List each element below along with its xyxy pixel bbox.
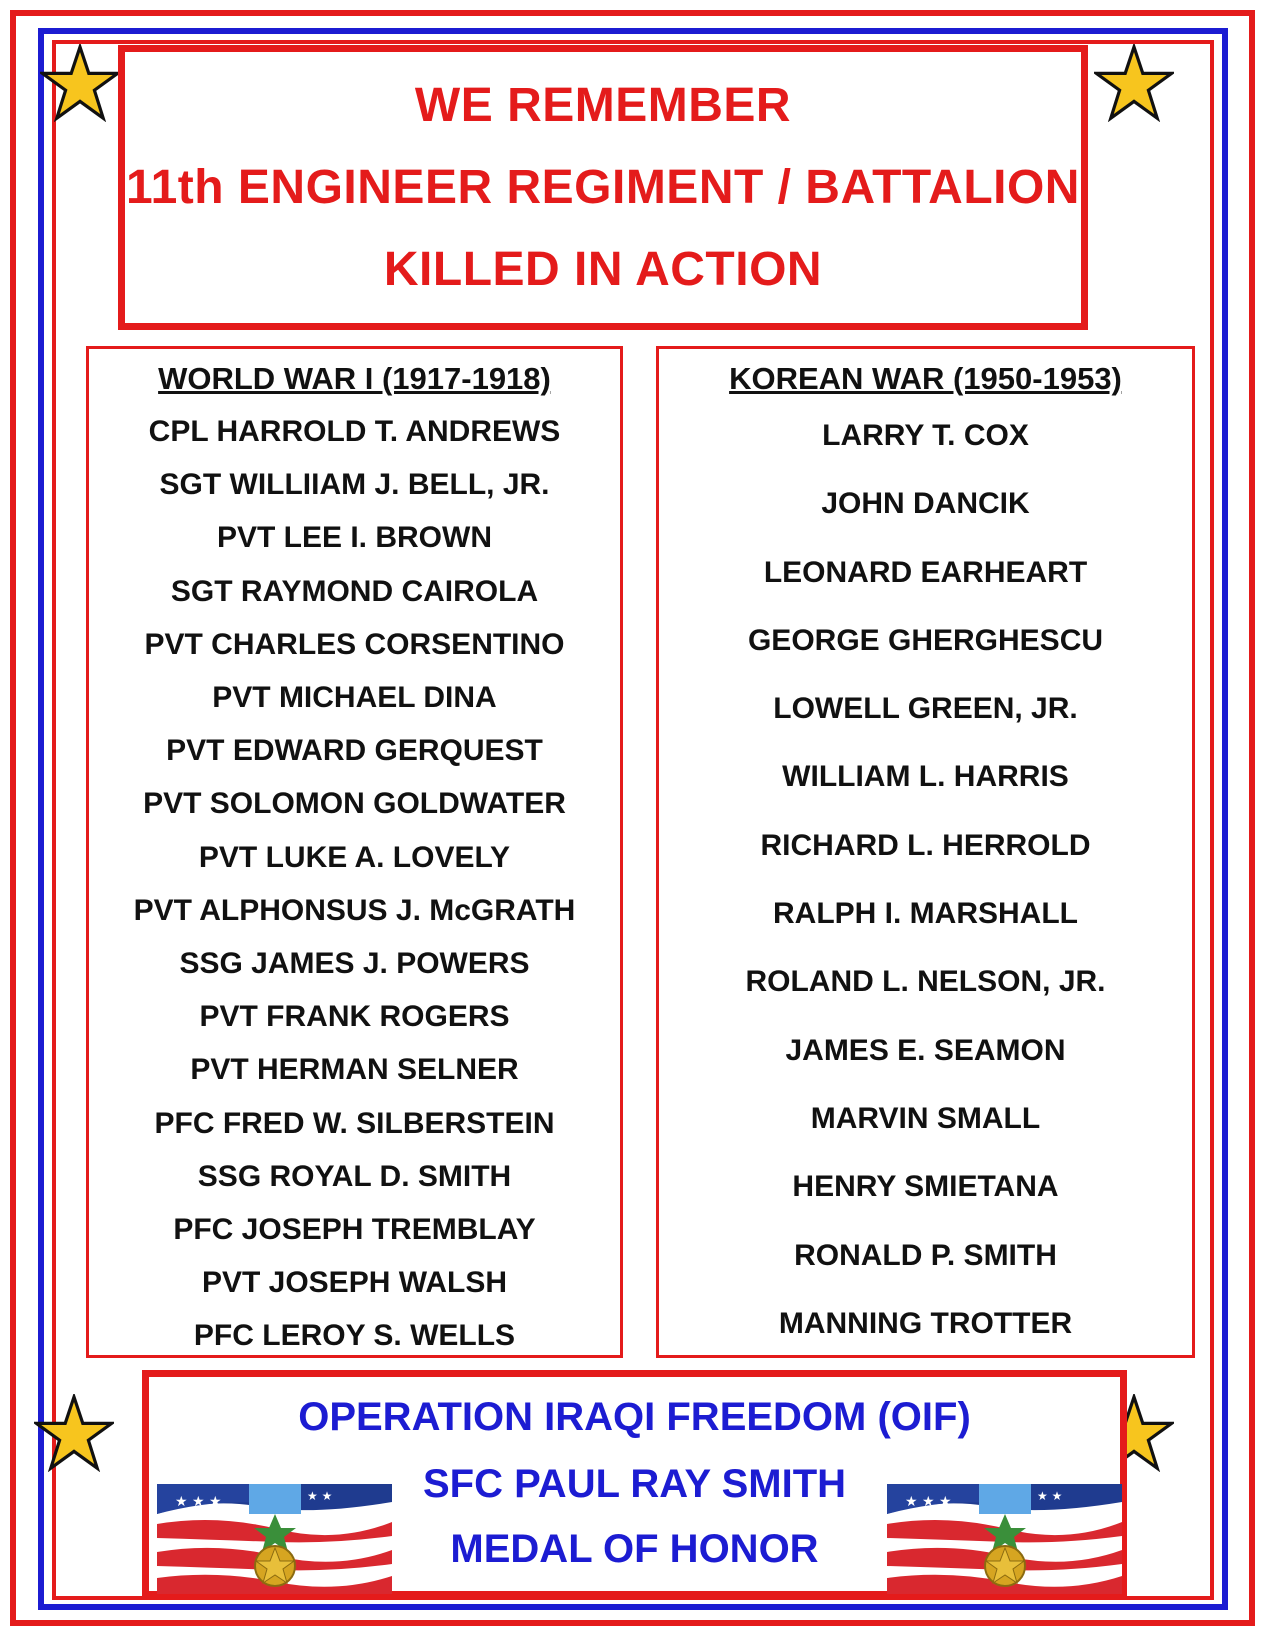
korea-name-list	[659, 402, 1192, 1358]
list-item: LARRY T. COX	[822, 419, 1029, 452]
list-item: PVT JOSEPH WALSH	[201, 1266, 508, 1300]
list-item: WILLIAM L. HARRIS	[782, 760, 1069, 794]
flag-medal-icon	[887, 1484, 1122, 1594]
list-item: PVT CHARLES CORSENTINO	[144, 627, 565, 661]
list-item: MANNING TROTTER	[778, 1306, 1073, 1340]
list-item: SGT RAYMOND CAIROLA	[170, 574, 539, 608]
svg-text:★ ★: ★ ★	[1037, 1489, 1063, 1503]
list-item: PVT FRANK ROGERS	[199, 1000, 510, 1034]
list-item: PVT MICHAEL DINA	[212, 681, 497, 715]
star-icon	[40, 44, 120, 122]
list-item: RONALD P. SMITH	[794, 1238, 1057, 1272]
list-item: JOHN DANCIK	[821, 487, 1030, 521]
star-icon	[34, 1394, 114, 1472]
list-item: PVT EDWARD GERQUEST	[166, 734, 543, 768]
list-item: PVT LEE I. BROWN	[216, 521, 492, 555]
svg-text:★ ★ ★: ★ ★ ★	[175, 1494, 222, 1510]
ww1-heading: WORLD WAR I (1917-1918)	[158, 361, 551, 396]
flag-medal-icon	[157, 1484, 392, 1594]
list-item: RICHARD L. HERROLD	[760, 828, 1091, 862]
list-item: LOWELL GREEN, JR.	[773, 692, 1078, 726]
list-item: CPL HARROLD T. ANDREWS	[148, 415, 561, 448]
list-item: GEORGE GHERGHESCU	[747, 623, 1104, 657]
list-item: PFC JOSEPH TREMBLAY	[173, 1213, 536, 1247]
oif-line-1: OPERATION IRAQI FREEDOM (OIF)	[298, 1395, 971, 1439]
list-item: PVT ALPHONSUS J. McGRATH	[133, 893, 576, 927]
ww1-name-list	[89, 405, 620, 1363]
title-box	[118, 45, 1088, 330]
title-line-2: 11th ENGINEER REGIMENT / BATTALION	[126, 160, 1080, 214]
list-item: JAMES E. SEAMON	[785, 1033, 1066, 1067]
list-item: ROLAND L. NELSON, JR.	[745, 965, 1106, 999]
list-item: PFC LEROY S. WELLS	[193, 1319, 516, 1353]
korea-column	[656, 346, 1195, 1358]
oif-line-3: MEDAL OF HONOR	[450, 1527, 819, 1571]
list-item: MARVIN SMALL	[810, 1101, 1041, 1135]
korea-heading: KOREAN WAR (1950-1953)	[729, 361, 1122, 396]
oif-line-2: SFC PAUL RAY SMITH	[422, 1462, 847, 1506]
list-item: LEONARD EARHEART	[763, 555, 1088, 589]
list-item: PVT LUKE A. LOVELY	[198, 840, 511, 874]
list-item: RALPH I. MARSHALL	[773, 897, 1078, 931]
ww1-column	[86, 346, 623, 1358]
list-item: SSG JAMES J. POWERS	[179, 947, 530, 981]
title-line-3: KILLED IN ACTION	[383, 242, 823, 296]
list-item: HENRY SMIETANA	[792, 1170, 1059, 1204]
list-item: PVT HERMAN SELNER	[190, 1053, 519, 1087]
list-item: SGT WILLIIAM J. BELL, JR.	[159, 468, 550, 502]
svg-text:★ ★ ★: ★ ★ ★	[905, 1494, 952, 1510]
title-line-1: WE REMEMBER	[414, 78, 792, 132]
svg-text:★ ★: ★ ★	[307, 1489, 333, 1503]
list-item: SSG ROYAL D. SMITH	[197, 1159, 512, 1193]
list-item: PVT SOLOMON GOLDWATER	[143, 787, 566, 821]
oif-box	[142, 1370, 1127, 1598]
list-item: PFC FRED W. SILBERSTEIN	[154, 1106, 555, 1140]
star-icon	[1094, 44, 1174, 122]
